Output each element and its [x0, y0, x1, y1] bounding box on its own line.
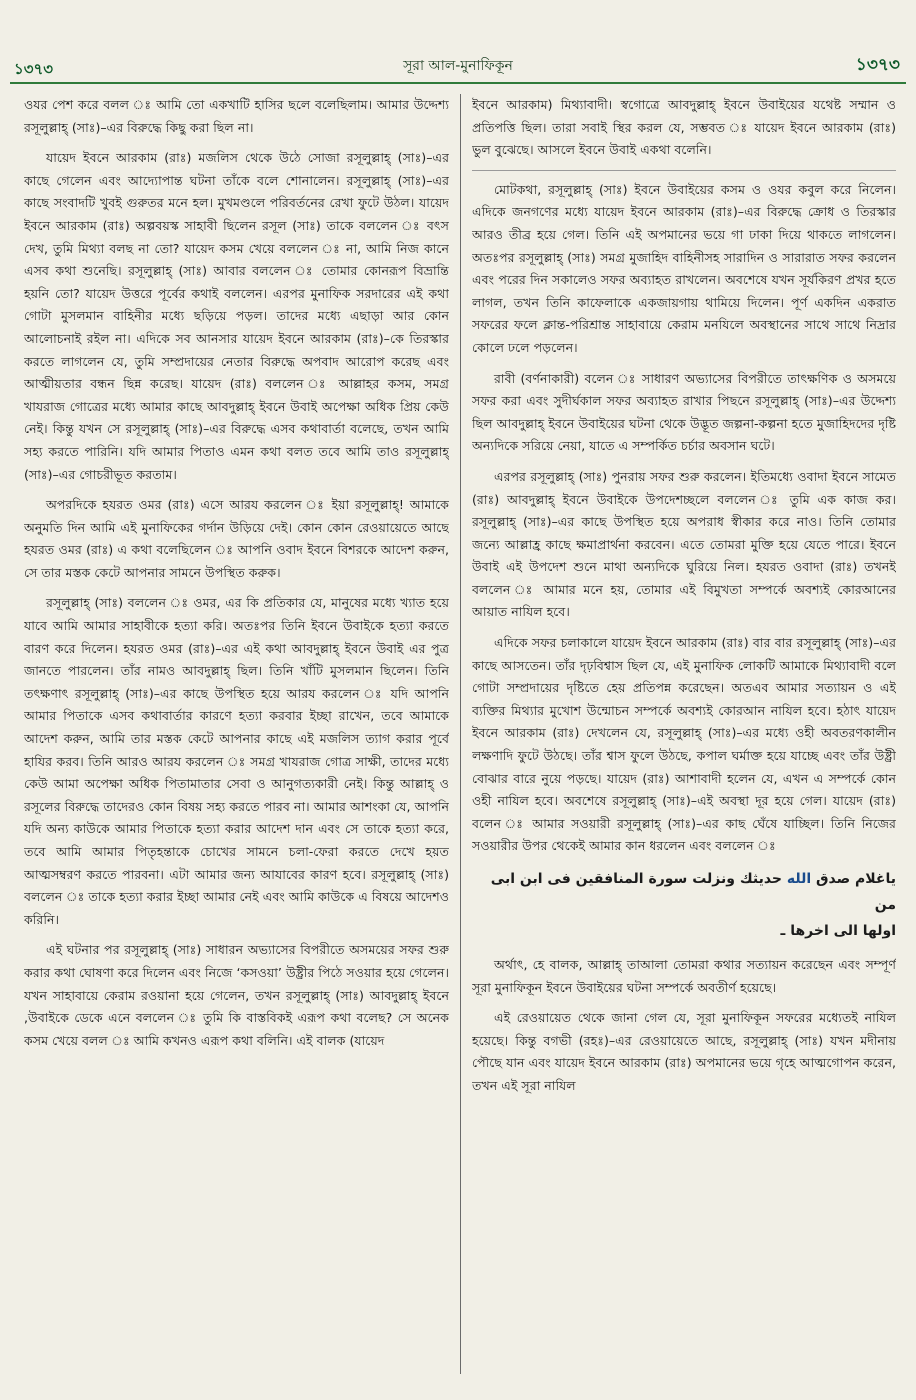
column-divider — [460, 94, 461, 1374]
left-paragraph-3: অপরদিকে হযরত ওমর (রাঃ) এসে আরয করলেন ঃ ইয়া রসূলুল্লাহ্! আমাকে অনুমতি দিন আমি এই মুনাফিকের গর্দান উড়িয়ে দেই। কোন কোন রেওয়ায়েতে আছে হযরত ওমর (রাঃ) এ কথা বলেছিলেন ঃ আপনি ওবাদ ইবনে বিশরকে আদেশ করুন, সে তার মস্তক কেটে আপনার সামনে উপস্থিত করুক। — [24, 497, 449, 580]
header-rule — [10, 82, 906, 84]
page-number-right: ১৩৭৩ — [855, 55, 900, 75]
right-paragraph-6: অর্থাৎ, হে বালক, আল্লাহ্ তাআলা তোমরা কথার সত্যায়ন করেছেন এবং সম্পূর্ণ সূরা মুনাফিকূন ইবনে উবাইয়ের ঘটনা সম্পর্কে অবতীর্ণ হয়েছে। — [472, 957, 896, 995]
page-header — [10, 48, 906, 86]
right-paragraph-5: এদিকে সফর চলাকালে যায়েদ ইবনে আরকাম (রাঃ) বার বার রসূলুল্লাহ্ (সাঃ)–এর কাছে আসতেন। তাঁর দৃঢ়বিশ্বাস ছিল যে, এই মুনাফিক লোকটি আমাকে মিথ্যাবাদী বলে গোটা সম্প্রদায়ের দৃষ্টিতে হেয় প্রতিপন্ন করেছেন। অতএব আমার সত্যায়ন ও এই ব্যক্তির মিথ্যার মুখোশ উন্মোচন সম্পর্কে অবশ্যই কোরআন নাযিল হবে। হঠাৎ যায়েদ ইবনে আরকাম (রাঃ) দেখলেন যে, রসূলুল্লাহ্ (সাঃ)–এর মধ্যে ওহী অবতরণকালীন লক্ষণাদি ফুটে উঠছে। তাঁর শ্বাস ফুলে উঠছে, কপাল ঘর্মাক্ত হয়ে যাচ্ছে এবং তাঁর উষ্ট্রী বোঝার বারে নুয়ে পড়ছে। যায়েদ (রাঃ) আশাবাদী হলেন যে, এখন এ সম্পর্কে কোন ওহী নাযিল হবে। অবশেষে রসূলুল্লাহ্ (সাঃ)–এই অবস্থা দূর হয়ে গেল। যায়েদ (রাঃ) বলেন ঃ আমার সওয়ারী রসূলুল্লাহ্ (সাঃ)–এর কাছ ঘেঁষে যাচ্ছিল। তিনি নিজের সওয়ারীর উপর থেকেই আমার কান ধরলেন এবং বললেন ঃ — [472, 635, 896, 854]
arabic-line-1-start: ياغلام صدق — [811, 871, 896, 887]
right-paragraph-4: এরপর রসূলুল্লাহ্ (সাঃ) পুনরায় সফর শুরু করলেন। ইতিমধ্যে ওবাদা ইবনে সামেত (রাঃ) আবদুল্লাহ্ ইবনে উবাইকে উপদেশচ্ছলে বললেন ঃ তুমি এক কাজ কর। রসূলুল্লাহ্ (সাঃ)–এর কাছে উপস্থিত হয়ে অপরাধ স্বীকার করে নাও। তিনি তোমার জন্যে আল্লাহ্র কাছে ক্ষমাপ্রার্থনা করবেন। এতে তোমরা মুক্তি হয়ে যেতে পারে। ইবনে উবাই এই উপদেশ শুনে মাথা অন্যদিকে ঘুরিয়ে নিল। হযরত ওবাদা (রাঃ) তখনই বললেন ঃ আমার মনে হয়, তোমার এই বিমুখতা সম্পর্কে অবশ্যই কোরআনের আয়াত নাযিল হবে। — [472, 468, 896, 620]
right-paragraph-1: ইবনে আরকাম) মিথ্যাবাদী। স্বগোত্রে আবদুল্লাহ্ ইবনে উবাইয়ের যথেষ্ট সম্মান ও প্রতিপত্তি ছিল। তারা সবাই স্থির করল যে, সম্ভবত ঃ যায়েদ ইবনে আরকাম (রাঃ) ভুল বুঝেছে। আসলে ইবনে উবাই একথা বলেনি। — [472, 97, 896, 158]
arabic-highlight: الله — [786, 871, 812, 887]
right-column — [472, 94, 896, 1374]
paragraph-separator — [472, 170, 896, 171]
arabic-quote — [472, 866, 896, 944]
left-column — [24, 94, 449, 1374]
arabic-line-1-end: حديثك ونزلت سورة المنافقين فى ابن ابى من — [490, 871, 896, 913]
left-paragraph-4: রসূলুল্লাহ্ (সাঃ) বললেন ঃ ওমর, এর কি প্রতিকার যে, মানুষের মধ্যে খ্যাত হয়ে যাবে আমি আমার সাহাবীকে হত্যা করি। অতঃপর তিনি ইবনে উবাইকে হত্যা করতে বারণ করে দিলেন। হযরত ওমর (রাঃ)–এর এই কথা আবদুল্লাহ্ ইবনে উবাই এর পুত্র জানতে পারলেন। তাঁর নামও আবদুল্লাহ্ ছিল। তিনি খাঁটি মুসলমান ছিলেন। তিনি তৎক্ষণাৎ রসূলুল্লাহ্ (সাঃ)–এর কাছে উপস্থিত হয়ে আরয করলেন ঃ যদি আপনি আমার পিতাকে এসব কথাবার্তার কারণে হত্যা করবার ইচ্ছা রাখেন, তবে আমাকে আদেশ করুন, আমি তার মস্তক কেটে আপনার কাছে এই মজলিস ত্যাগ করার পূর্বে হাযির করব। তিনি আরও আরয করলেন ঃ সমগ্র খাযরাজ গোত্র সাক্ষী, তাদের মধ্যে কেউ আমা অপেক্ষা অধিক পিতামাতার সেবা ও আনুগত্যকারী নেই। কিন্তু আল্লাহ্ ও রসূলের বিরুদ্ধে তাদেরও কোন বিষয় সহ্য করতে পারব না। আমার আশংকা যে, আপনি যদি অন্য কাউকে আমার পিতাকে হত্যা করার আদেশ দান এবং সে তাকে হত্যা করে, তবে আমি আমার পিতৃহন্তাকে চোখের সামনে চলা-ফেরা করতে দেখে হয়ত আত্মসম্বরণ করতে পারবনা। এটা আমার জন্য আযাবের কারণ হবে। রসূলুল্লাহ্ (সাঃ) বললেন ঃ তাকে হত্যা করার ইচ্ছা আমার নেই এবং আমি কাউকে এ বিষয়ে আদেশও করিনি। — [24, 595, 449, 927]
right-paragraph-3: রাবী (বর্ণনাকারী) বলেন ঃ সাধারণ অভ্যাসের বিপরীতে তাৎক্ষণিক ও অসময়ে সফর করা এবং সুদীর্ঘকাল সফর অব্যাহত রাখার পিছনে রসূলুল্লাহ্ (সাঃ)–এর উদ্দেশ্য ছিল আবদুল্লাহ্ ইবনে উবাইয়ের ঘটনা থেকে উদ্ভূত জল্পনা-কল্পনা হতে মুজাহিদদের দৃষ্টি অন্যদিকে সরিয়ে নেয়া, যাতে এ সম্পর্কিত চর্চার অবসান ঘটে। — [472, 370, 896, 454]
arabic-line-2: اولها الى اخرها ـ — [780, 923, 896, 939]
surah-title: সূরা আল-মুনাফিকূন — [403, 58, 513, 74]
page-number-left: ১৩৭৩ — [14, 60, 53, 78]
left-paragraph-2: যায়েদ ইবনে আরকাম (রাঃ) মজলিস থেকে উঠে সোজা রসূলুল্লাহ্ (সাঃ)–এর কাছে গেলেন এবং আদ্যোপান্ত ঘটনা তাঁকে বলে শোনালেন। রসূলুল্লাহ্ (সাঃ)–এর কাছে সংবাদটি খুবই গুরুতর মনে হল। মুখমণ্ডলে পরিবর্তনের রেখা ফুটে উঠল। যায়েদ ইবনে আরকাম (রাঃ) অল্পবয়স্ক সাহাবী ছিলেন রসূল (সাঃ) তাকে বললেন ঃ বৎস দেখ, তুমি মিথ্যা বলছ না তো? যায়েদ কসম খেয়ে বললেন ঃ না, আমি নিজ কানে এসব কথা শুনেছি। রসূলুল্লাহ্ (সাঃ) আবার বললেন ঃ তোমার কোনরূপ বিভ্রান্তি হয়নি তো? যায়েদ উত্তরে পূর্বের কথাই বললেন। এরপর মুনাফিক সরদারের এই কথা গোটা মুসলমান বাহিনীর মধ্যে ছড়িয়ে পড়ল। তাদের মধ্যে এছাড়া আর কোন আলোচনাই রইল না। এদিকে সব আনসার যায়েদ ইবনে আরকাম (রাঃ)–কে তিরস্কার করতে লাগলেন যে, তুমি সম্প্রদায়ের নেতার বিরুদ্ধে অপবাদ আরোপ করেছ এবং আত্মীয়তার বন্ধন ছিন্ন করেছ। যায়েদ (রাঃ) বললেন ঃ আল্লাহর কসম, সমগ্র খাযরাজ গোত্রের মধ্যে আমার কাছে আবদুল্লাহ্ ইবনে উবাই অপেক্ষা অধিক প্রিয় কেউ নেই। কিন্তু যখন সে রসূলুল্লাহ্ (সাঃ)–এর বিরুদ্ধে এসব কথাবার্তা বলেছে, তখন আমি সহ্য করতে পারিনি। যদি আমার পিতাও এমন কথা বলত তবে আমি তাও রসূলুল্লাহ্ (সাঃ)–এর গোচরীভূত করতাম। — [24, 150, 449, 482]
left-paragraph-5: এই ঘটনার পর রসূলুল্লাহ্ (সাঃ) সাধারন অভ্যাসের বিপরীতে অসময়ের সফর শুরু করার কথা ঘোষণা করে দিলেন এবং নিজে ‘কসওয়া’ উষ্ট্রীর পিঠে সওয়ার হয়ে গেলেন। যখন সাহাবায়ে কেরাম রওয়ানা হয়ে গেলেন, তখন রসূলুল্লাহ্ (সাঃ) আবদুল্লাহ্ ইবনে ,উবাইকে ডেকে এনে বললেন ঃ তুমি কি বাস্তবিকই এরূপ কথা বলেছ? সে অনেক কসম খেয়ে বলল ঃ আমি কখনও এরূপ কথা বলিনি। এই বালক (যায়েদ — [24, 942, 449, 1048]
right-paragraph-7: এই রেওয়ায়েত থেকে জানা গেল যে, সূরা মুনাফিকূন সফরের মধ্যেতই নাযিল হয়েছে। কিন্তু বগভী (রহঃ)–এর রেওয়ায়েতে আছে, রসূলুল্লাহ্ (সাঃ) যখন মদীনায় পৌছে যান এবং যায়েদ ইবনে আরকাম (রাঃ) অপমানের ভয়ে গৃহে আত্মগোপন করেন, তখন এই সূরা নাযিল — [472, 1010, 896, 1093]
right-paragraph-2: মোটকথা, রসূলুল্লাহ্ (সাঃ) ইবনে উবাইয়ের কসম ও ওযর কবুল করে নিলেন। এদিকে জনগণের মধ্যে যায়েদ ইবনে আরকাম (রাঃ)–এর বিরুদ্ধে ক্রোধ ও তিরস্কার আরও তীব্র হয়ে গেল। তিনি এই অপমানের ভয়ে গা ঢাকা দিয়ে থাকতে লাগলেন। অতঃপর রসূলুল্লাহ্ (সাঃ) সমগ্র মুজাহিদ বাহিনীসহ সারাদিন ও সারারাত সফর করলেন এবং পরের দিন সকালেও সফর অব্যাহত রাখলেন। অবশেষে যখন সূর্যকিরণ প্রখর হতে লাগল, তখন তিনি কাফেলাকে একজায়গায় থামিয়ে দিলেন। পূর্ণ একদিন একরাত সফরের ফলে ক্লান্ত-পরিশ্রান্ত সাহাবায়ে কেরাম মনযিলে অবস্থানের সাথে সাথে নিদ্রার কোলে ঢলে পড়লেন। — [472, 181, 896, 355]
arabic-line-1 — [472, 866, 896, 918]
left-paragraph-1: ওযর পেশ করে বলল ঃ আমি তো একখাটি হাসির ছলে বলেছিলাম। আমার উদ্দেশ্য রসূলুল্লাহ্ (সাঃ)–এর বিরুদ্ধে কিছু করা ছিল না। — [24, 97, 449, 135]
